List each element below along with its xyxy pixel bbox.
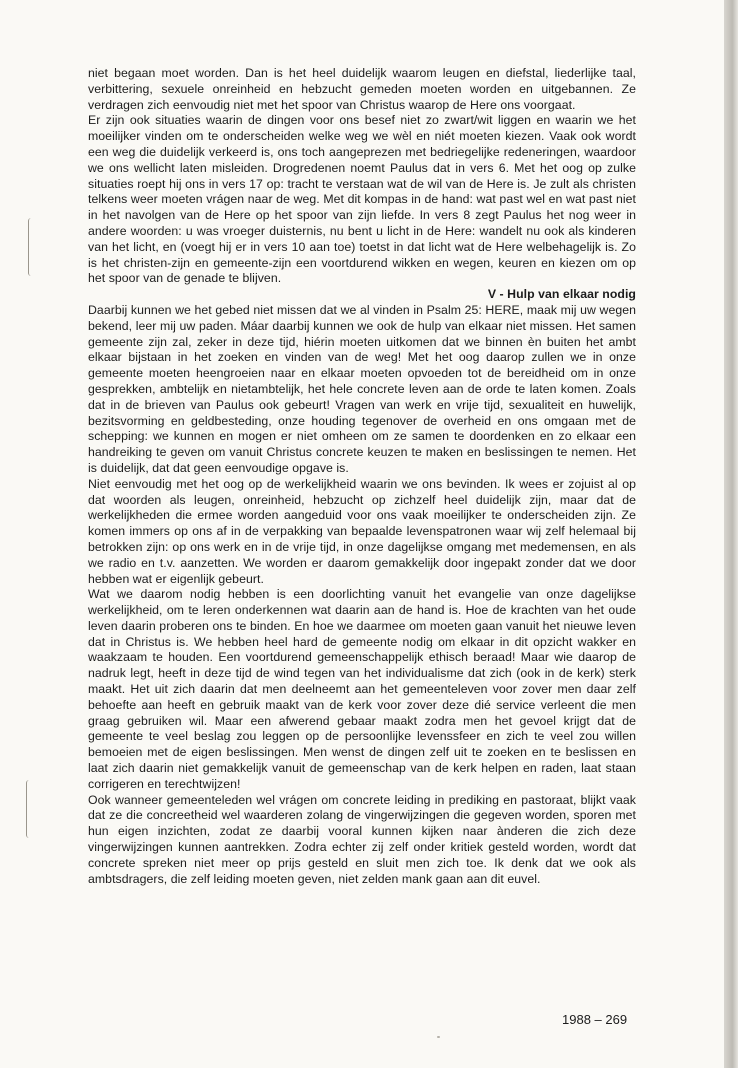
paragraph: Er zijn ook situaties waarin de dingen voor ons besef niet zo zwart/wit liggen en waarin we het moeilijker vinden om te onderscheiden welke weg we wèl en niét moeten kiezen. Vaak ook wordt een weg die duidelijk verkeerd is, ons toch aangeprezen met bedriegelijke redeneringen, waardoor we ons wellicht laten misleiden. Drogredenen noemt Paulus dat in vers 6. Met het oog op zulke situaties roept hij ons in vers 17 op: tracht te verstaan wat de wil van de Here is. Je zult als christen telkens weer moeten vrágen naar de weg. Met dit kompas in de hand: wat past wel en wat past niet in het navolgen van de Here op het spoor van zijn liefde. In vers 8 zegt Paulus het nog weer in andere woorden: u was vroeger duisternis, nu bent u licht in de Here: wandelt nu ook als kinderen van het licht, en (voegt hij er in vers 10 aan toe) toetst in dat licht wat de Here welbehagelijk is. Zo is het christen-zijn en gemeente-zijn een voortdurend wikken en wegen, keuren en kiezen om op het spoor van de genade te blijven.	[88, 113, 636, 286]
paragraph: Ook wanneer gemeenteleden wel vrágen om concrete leiding in prediking en pastoraat, blijkt vaak dat ze die concreetheid wel waarderen zolang de vingerwijzingen die gegeven worden, sporen met hun eigen inzichten, zodat ze daarbij vooral kunnen kijken naar ànderen die zich deze vingerwijzingen kunnen aantrekken. Zodra echter zij zelf onder kritiek gesteld worden, wordt dat concrete spreken niet meer op prijs gesteld en sluit men zich toe. Ik denk dat we ook als ambtsdragers, die zelf leiding moeten geven, niet zelden mank gaan aan dit euvel.	[88, 792, 636, 886]
paragraph: Daarbij kunnen we het gebed niet missen dat we al vinden in Psalm 25: HERE, maak mij uw wegen bekend, leer mij uw paden. Máar daarbij kunnen we ook de hulp van elkaar niet missen. Het samen gemeente zijn zal, zeker in deze tijd, hiérin moeten uitkomen dat we binnen èn buiten het ambt elkaar bijstaan in het zoeken en vinden van de weg! Met het oog daarop zullen we in onze gemeente moeten heengroeien naar en elkaar moeten opvoeden tot de bereidheid om in onze gesprekken, ambtelijk en nietambtelijk, het hele concrete leven aan de orde te laten komen. Zoals dat in de brieven van Paulus ook gebeurt! Vragen van werk en vrije tijd, sexualiteit en huwelijk, bezitsvorming en geldbesteding, onze houding tegenover de overheid en ons omgaan met de schepping: we kunnen en mogen er niet omheen om ze samen te doordenken en zo elkaar een handreiking te geven om vanuit Christus concrete keuzen te maken en beslissingen te nemen. Het is duidelijk, dat dat geen eenvoudige opgave is.	[88, 302, 636, 475]
paragraph: niet begaan moet worden. Dan is het heel duidelijk waarom leugen en diefstal, liederlijke taal, verbittering, sexuele onreinheid en hebzucht gemeden moeten worden en uitgebannen. Ze verdragen zich eenvoudig niet met het spoor van Christus waarop de Here ons voorgaat.	[88, 66, 636, 112]
article-body	[88, 66, 636, 887]
page-edge-shadow	[724, 0, 738, 1068]
speck	[437, 1036, 440, 1038]
paragraph: Niet eenvoudig met het oog op de werkelijkheid waarin we ons bevinden. Ik wees er zojuist al op dat woorden als leugen, onreinheid, hebzucht op zichzelf heel duidelijk zijn, maar dat de werkelijkheden die ermee worden aangeduid voor ons vaak moeilijker te onderscheiden zijn. Ze komen immers op ons af in de verpakking van bepaalde levenspatronen waar wij zelf helemaal bij betrokken zijn: op ons werk en in de vrije tijd, in onze dagelijkse omgang met medemensen, en als we radio en t.v. aanzetten. We worden er daarom gemakkelijk door ingepakt zonder dat we door hebben wat er eigenlijk gebeurt.	[88, 476, 636, 586]
section-heading: V - Hulp van elkaar nodig	[487, 287, 636, 302]
paragraph: Wat we daarom nodig hebben is een doorlichting vanuit het evangelie van onze dagelijkse werkelijkheid, om te leren onderkennen wat daarin aan de hand is. Hoe de krachten van het oude leven daarin proberen ons te binden. En hoe we daarmee om moeten gaan vanuit het nieuwe leven dat in Christus is. We hebben heel hard de gemeente nodig om elkaar in dit opzicht wakker en waakzaam te houden. Een voortdurend gemeenschappelijk ethisch beraad! Maar wie daarop de nadruk legt, heeft in deze tijd de wind tegen van het individualisme dat zich (ook in de kerk) sterk maakt. Het uit zich daarin dat men deelneemt aan het gemeenteleven voor zover men daar zelf behoefte aan heeft en gebruik maakt van de kerk voor zover deze dié service verleent die men graag gebruiken wil. Maar een afwerend gebaar maakt zodra men het gevoel krijgt dat de gemeente te veel beslag zou leggen op de persoonlijke levenssfeer en zich te veel zou willen bemoeien met de eigen beslissingen. Men wenst de dingen zelf uit te zoeken en te beslissen en laat zich daarin niet gemakkelijk vanuit de gemeenschap van de kerk helpen en raden, laat staan corrigeren en terechtwijzen!	[88, 587, 636, 791]
staple-mark	[28, 218, 35, 276]
staple-mark	[26, 780, 33, 838]
page-number: 1988 – 269	[562, 1012, 628, 1027]
